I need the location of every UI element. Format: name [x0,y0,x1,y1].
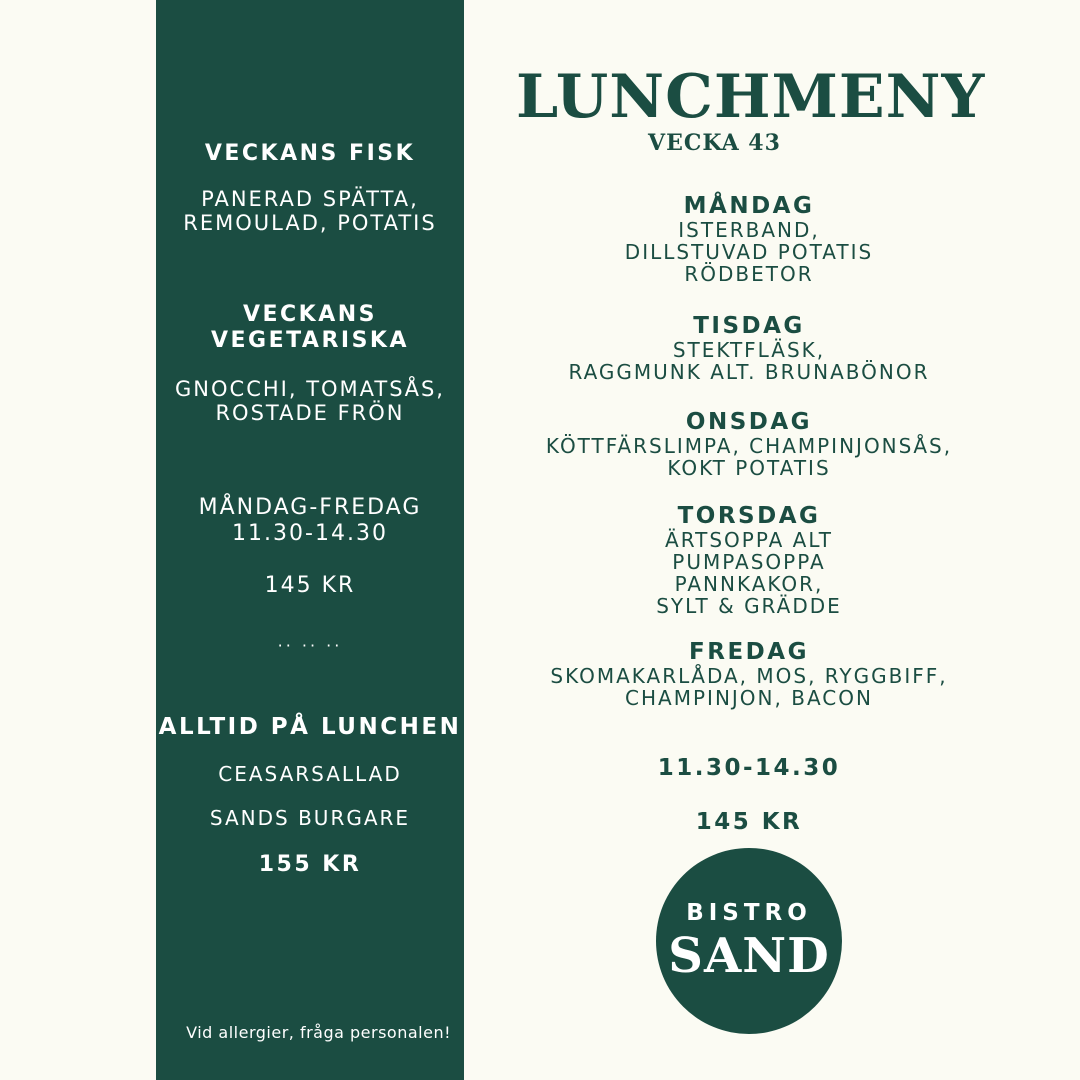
day-name: MÅNDAG [683,193,815,219]
fish-dish: PANERAD SPÄTTA, REMOULAD, POTATIS [183,187,437,235]
week-label: VECKA 43 [648,130,781,156]
vegetarian-dish: GNOCCHI, TOMATSÅS, ROSTADE FRÖN [175,377,445,425]
day-wednesday [464,410,1034,479]
day-dish: ÄRTSOPPA ALT PUMPASOPPA PANNKAKOR, SYLT & GRÄDDE [656,528,842,618]
bistro-sand-logo [656,848,842,1034]
menu-hours: 11.30-14.30 [657,755,841,781]
allergy-note: Vid allergier, fråga personalen! [186,1023,451,1042]
left-sidebar [156,0,464,1080]
day-dish: STEKTFLÄSK, RAGGMUNK ALT. BRUNABÖNOR [568,338,930,384]
day-friday [464,640,1034,709]
logo-line-2: SAND [668,928,830,984]
dots-divider: ·· ·· ·· [277,636,343,655]
logo-line-1: BISTRO [686,900,812,926]
page-title: LUNCHMENY [516,62,986,132]
menu-price: 145 KR [695,809,803,835]
always-price: 155 KR [258,852,362,877]
sidebar-price: 145 KR [264,573,356,598]
day-monday [464,194,1034,285]
vegetarian-heading: VECKANS VEGETARISKA [210,302,409,353]
day-dish: SKOMAKARLÅDA, MOS, RYGGBIFF, CHAMPINJON, BACON [550,664,948,710]
day-tuesday [464,314,1034,383]
day-name: FREDAG [689,639,809,665]
day-name: TISDAG [693,313,805,339]
always-item: SANDS BURGARE [209,806,411,830]
always-heading: ALLTID PÅ LUNCHEN [158,714,462,740]
sidebar-hours: MÅNDAG-FREDAG 11.30-14.30 [198,495,422,546]
day-name: TORSDAG [677,503,821,529]
always-item: CEASARSALLAD [218,762,402,786]
day-dish: ISTERBAND, DILLSTUVAD POTATIS RÖDBETOR [624,218,874,286]
day-name: ONSDAG [685,409,813,435]
fish-heading: VECKANS FISK [204,141,416,166]
day-dish: KÖTTFÄRSLIMPA, CHAMPINJONSÅS, KOKT POTATIS [545,434,953,480]
day-thursday [464,504,1034,617]
menu-panel [464,0,1080,1080]
